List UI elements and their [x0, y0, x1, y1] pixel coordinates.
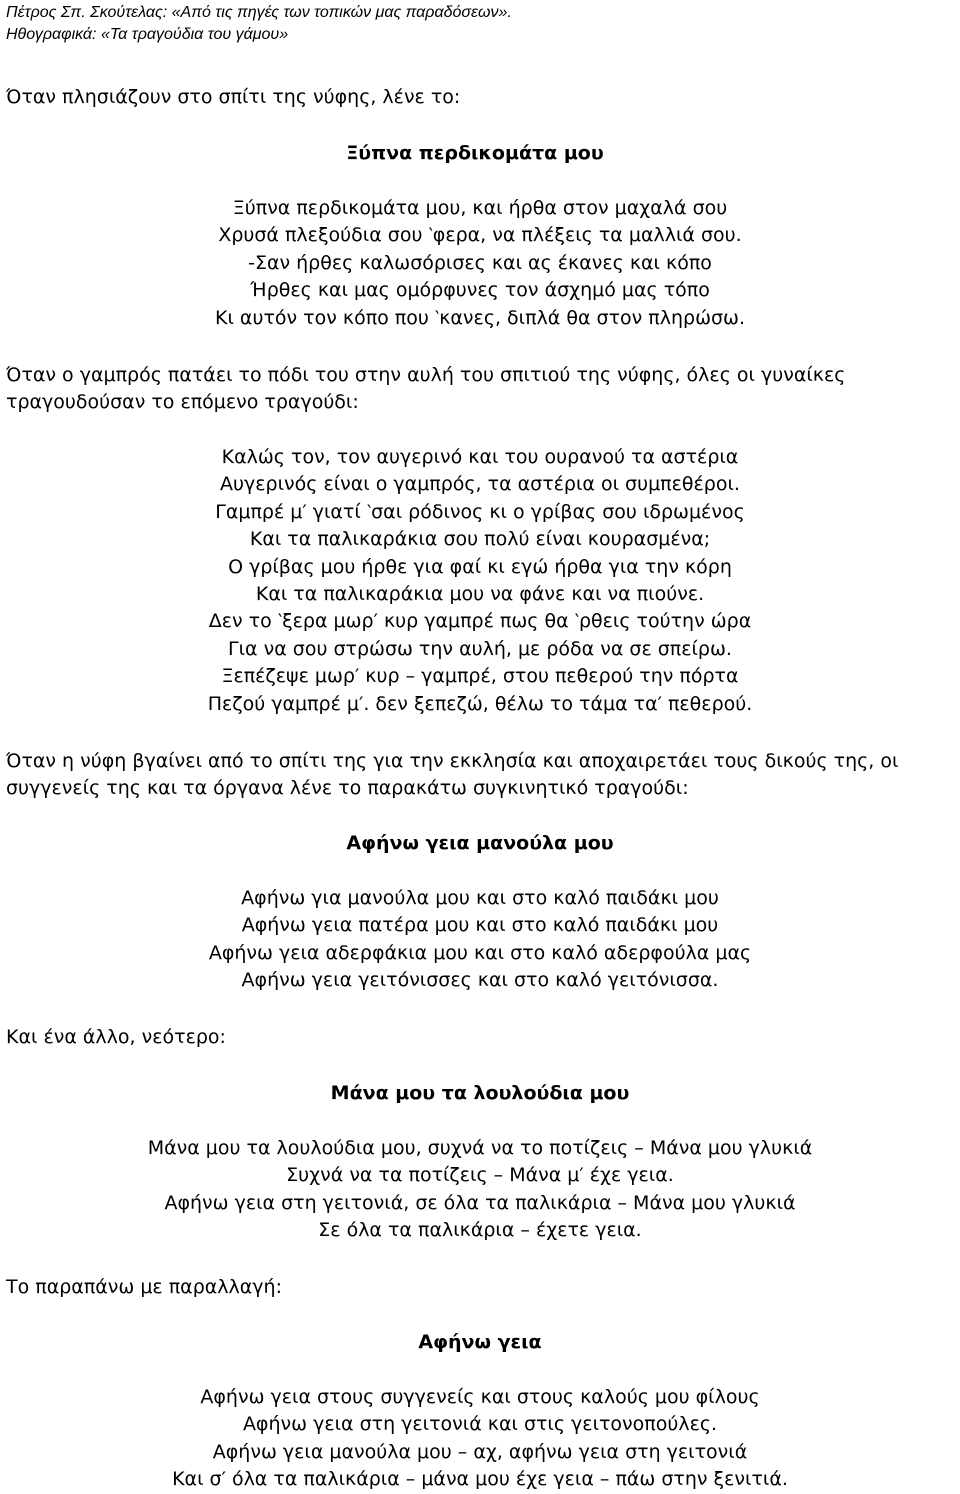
verse-line: Κι αυτόν τον κόπο που ‵κανες, διπλά θα στον πληρώσω.: [215, 306, 745, 329]
verse-line: Δεν το ‵ξερα μωρ′ κυρ γαμπρέ πως θα ‵ρθεις τούτην ώρα: [208, 610, 752, 633]
intro-paragraph-4: Και ένα άλλο, νεότερο:: [6, 1026, 226, 1048]
verse-line: Αφήνω γεια γειτόνισσες και στο καλό γειτόνισσα.: [241, 969, 719, 992]
verse-line: Ήρθες και μας ομόρφυνες τον άσχημό μας τόπο: [250, 279, 710, 302]
verse-line: Πεζού γαμπρέ μ′. δεν ξεπεζώ, θέλω το τάμα τα′ πεθερού.: [207, 692, 753, 715]
song-verse-2: [0, 444, 960, 718]
song-title-1: Ξύπνα περδικομάτα μου: [346, 142, 604, 164]
header-line-subtitle: Ηθογραφικά: «Τα τραγούδια του γάμου»: [6, 26, 289, 43]
verse-line: Σε όλα τα παλικάρια – έχετε γεια.: [318, 1219, 642, 1242]
verse-line: Ξεπέζεψε μωρ′ κυρ – γαμπρέ, στου πεθερού την πόρτα: [221, 665, 739, 688]
verse-line: Και τα παλικαράκια μου να φάνε και να πιούνε.: [255, 583, 705, 606]
song-verse-3: [0, 885, 960, 995]
song-title-3: Αφήνω γεια μανούλα μου: [346, 832, 614, 854]
verse-line: Αφήνω γεια αδερφάκια μου και στο καλό αδερφούλα μας: [208, 941, 752, 964]
verse-line: Για να σου στρώσω την αυλή, με ρόδα να σε σπείρω.: [228, 637, 732, 660]
intro-paragraph-2: Όταν ο γαμπρός πατάει το πόδι του στην αυλή του σπιτιού της νύφης, όλες οι γυναίκες τραγουδούσαν το επόμενο τραγούδι:: [6, 364, 846, 413]
verse-line: Αφήνω γεια πατέρα μου και στο καλό παιδάκι μου: [241, 914, 719, 937]
verse-line: Ξύπνα περδικομάτα μου, και ήρθα στον μαχαλά σου: [232, 197, 728, 219]
song-verse-5: [0, 1384, 960, 1494]
verse-line: Γαμπρέ μ′ γιατί ‵σαι ρόδινος κι ο γρίβας σου ιδρωμένος: [215, 500, 745, 523]
song-title-5: Αφήνω γεια: [418, 1331, 542, 1353]
intro-paragraph-5: Το παραπάνω με παραλλαγή:: [6, 1276, 282, 1298]
song-verse-4: [0, 1135, 960, 1245]
verse-line: Αφήνω γεια στη γειτονιά, σε όλα τα παλικάρια – Μάνα μου γλυκιά: [164, 1191, 796, 1214]
verse-line: Χρυσά πλεξούδια σου ‵φερα, να πλέξεις τα μαλλιά σου.: [218, 224, 742, 247]
verse-line: Αφήνω για μανούλα μου και στο καλό παιδάκι μου: [241, 887, 719, 909]
verse-line: Μάνα μου τα λουλούδια μου, συχνά να το ποτίζεις – Μάνα μου γλυκιά: [147, 1137, 813, 1159]
verse-line: Καλώς τον, τον αυγερινό και του ουρανού τα αστέρια: [221, 446, 739, 468]
verse-line: Αφήνω γεια στη γειτονιά και στις γειτονοπούλες.: [242, 1413, 718, 1436]
verse-line: Συχνά να τα ποτίζεις – Μάνα μ′ έχε γεια.: [286, 1164, 674, 1187]
intro-paragraph-3: Όταν η νύφη βγαίνει από το σπίτι της για την εκκλησία και αποχαιρετάει τους δικούς της, οι συγγενείς της και τα όργανα λένε το παρακάτω συγκινητικό τραγούδι:: [6, 750, 899, 799]
song-title-4: Μάνα μου τα λουλούδια μου: [330, 1082, 630, 1104]
song-verse-1: [0, 195, 960, 332]
verse-line: Ο γρίβας μου ήρθε για φαί κι εγώ ήρθα για την κόρη: [228, 555, 732, 578]
verse-line: Αφήνω γεια στους συγγενείς και στους καλούς μου φίλους: [200, 1386, 760, 1408]
verse-line: Αφήνω γεια μανούλα μου – αχ, αφήνω γεια στη γειτονιά: [212, 1440, 748, 1463]
verse-line: Και σ′ όλα τα παλικάρια – μάνα μου έχε γεια – πάω στην ξενιτιά.: [172, 1468, 788, 1491]
verse-line: -Σαν ήρθες καλωσόρισες και ας έκανες και κόπο: [248, 251, 712, 274]
header-line-author: Πέτρος Σπ. Σκούτελας: «Από τις πηγές των τοπικών μας παραδόσεων».: [6, 4, 512, 21]
intro-paragraph-1: Όταν πλησιάζουν στο σπίτι της νύφης, λένε το:: [6, 86, 461, 108]
verse-line: Αυγερινός είναι ο γαμπρός, τα αστέρια οι συμπεθέροι.: [220, 473, 740, 496]
verse-line: Και τα παλικαράκια σου πολύ είναι κουρασμένα;: [249, 528, 711, 551]
document-header: [6, 2, 946, 46]
